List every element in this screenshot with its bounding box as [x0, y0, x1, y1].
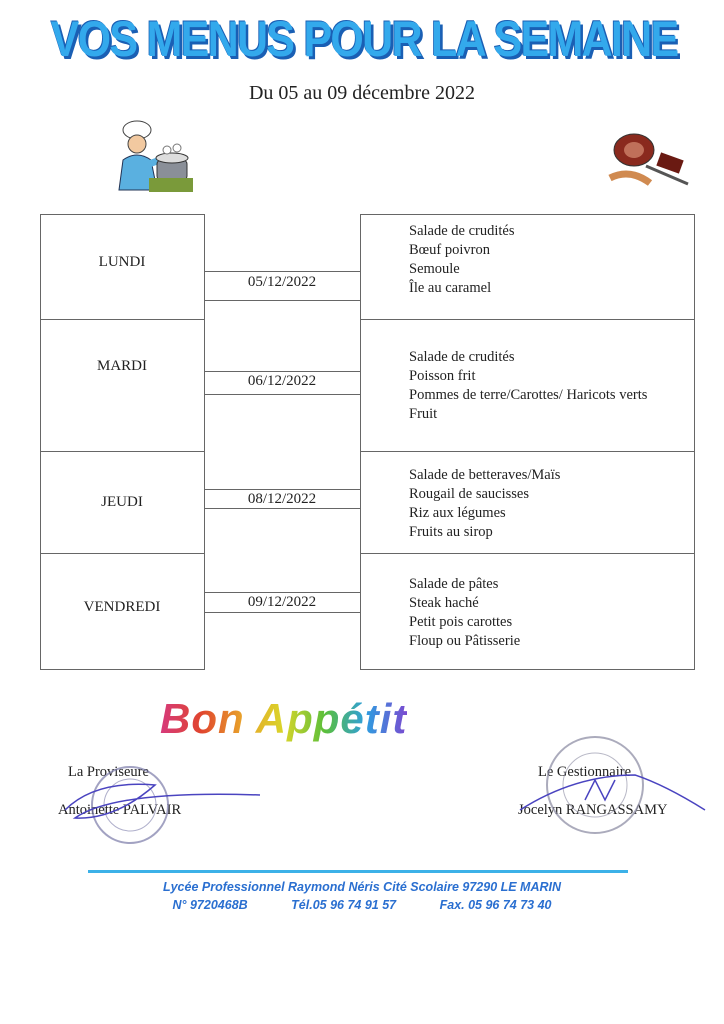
- menu-lundi: [409, 222, 515, 298]
- date-jeudi: 08/12/2022: [247, 491, 317, 507]
- menu-item: Bœuf poivron: [409, 242, 490, 258]
- menu-item: Fruits au sirop: [409, 524, 493, 540]
- menu-item: Poisson frit: [409, 368, 476, 384]
- date-range: Du 05 au 09 décembre 2022: [248, 82, 476, 104]
- menu-mardi: [409, 348, 647, 424]
- day-label-jeudi: JEUDI: [101, 494, 143, 510]
- menu-item: Salade de crudités: [409, 349, 515, 365]
- footer-divider: [88, 870, 628, 873]
- right-signatory-role: Le Gestionnaire: [538, 764, 632, 780]
- bon-appetit-banner: Bon Appétit: [160, 695, 408, 742]
- left-signatory-name: Antoinette PALVAIR: [58, 802, 182, 818]
- menu-item: Fruit: [409, 406, 438, 422]
- menu-item: Rougail de saucisses: [409, 486, 530, 502]
- menu-item: Pommes de terre/Carottes/ Haricots verts: [409, 387, 648, 403]
- footer-number: N° 9720468B: [172, 898, 248, 912]
- menu-item: Petit pois carottes: [409, 614, 513, 630]
- menu-item: Île au caramel: [409, 280, 492, 296]
- footer-fax: Fax. 05 96 74 73 40: [439, 898, 552, 912]
- page-title: VOS MENUS POUR LA SEMAINE: [50, 11, 678, 67]
- day-label-vendredi: VENDREDI: [83, 599, 161, 615]
- footer-address: Lycée Professionnel Raymond Néris Cité Scolaire 97290 LE MARIN: [162, 880, 562, 894]
- menu-item: Floup ou Pâtisserie: [409, 633, 521, 649]
- menu-item: Salade de pâtes: [409, 576, 499, 592]
- menu-vendredi: [409, 575, 520, 651]
- menu-item: Semoule: [409, 261, 460, 277]
- left-stamp-signature: [55, 760, 270, 860]
- right-stamp-signature: [515, 715, 715, 835]
- menu-item: Salade de crudités: [409, 223, 515, 239]
- date-lundi: 05/12/2022: [247, 274, 317, 290]
- date-mardi: 06/12/2022: [247, 373, 317, 389]
- footer-phone: Tél.05 96 74 91 57: [291, 898, 397, 912]
- footer-contact: [0, 898, 724, 912]
- day-label-mardi: MARDI: [96, 358, 147, 374]
- menu-item: Salade de betteraves/Maïs: [409, 467, 561, 483]
- menu-jeudi: [409, 466, 560, 542]
- left-signatory-role: La Proviseure: [68, 764, 149, 780]
- menu-item: Riz aux légumes: [409, 505, 506, 521]
- right-signatory-name: Jocelyn RANGASSAMY: [518, 802, 668, 818]
- menu-item: Steak haché: [409, 595, 479, 611]
- date-vendredi: 09/12/2022: [247, 594, 317, 610]
- day-label-lundi: LUNDI: [98, 254, 146, 270]
